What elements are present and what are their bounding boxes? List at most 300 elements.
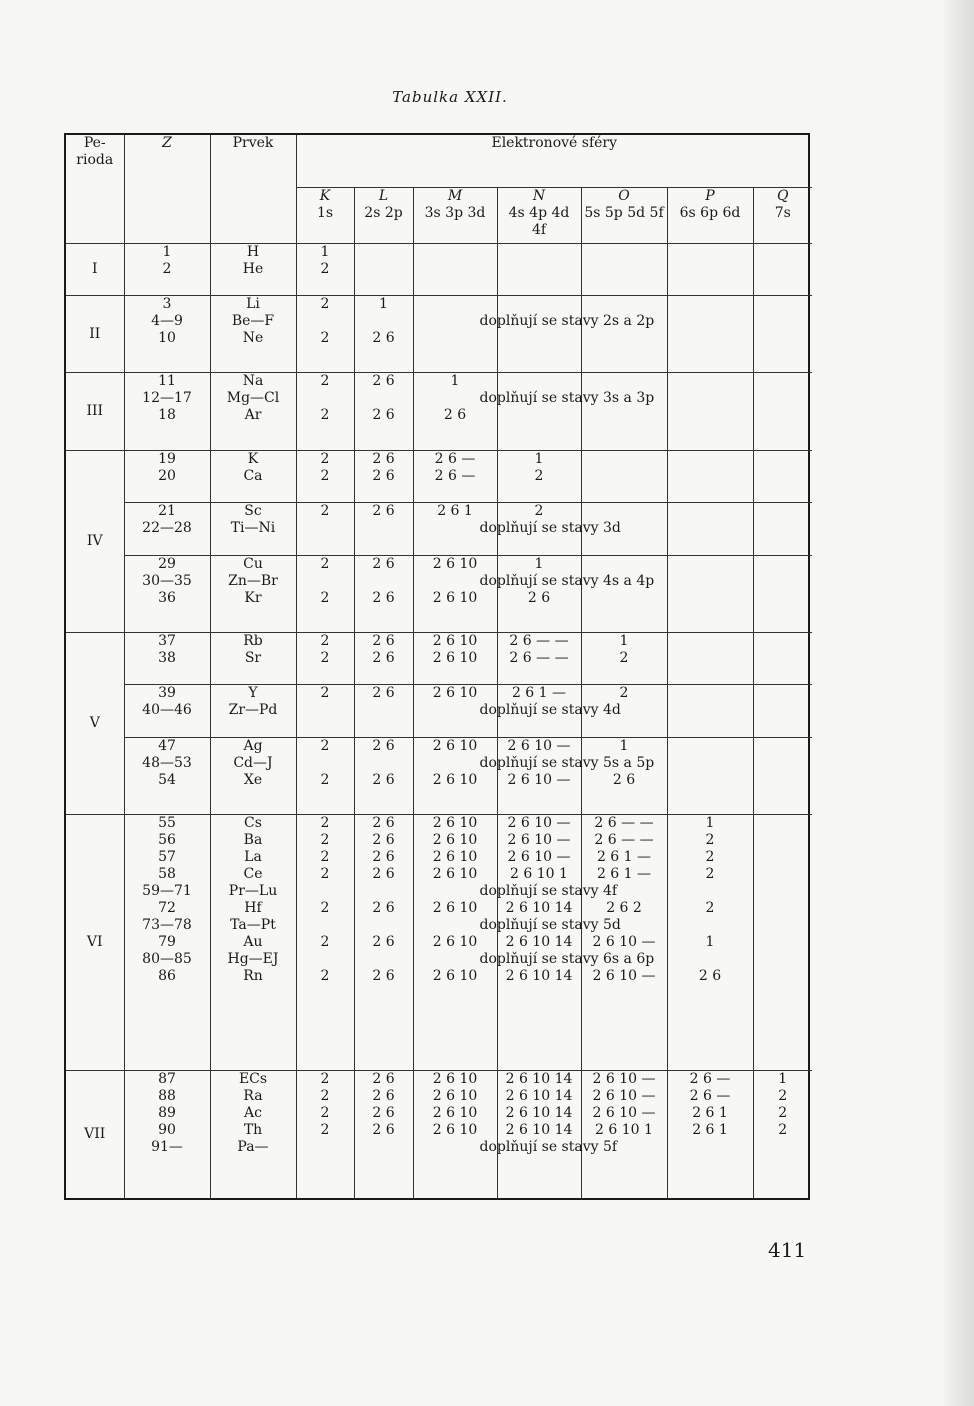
- shell-cell-l: [354, 555, 413, 633]
- shell-value: 1: [320, 243, 330, 260]
- fill-note: doplňují se stavy 5d: [479, 917, 621, 934]
- shell-value: 2 6 10 1: [510, 866, 568, 883]
- shell-subshells: 3s 3p 3d: [424, 204, 486, 221]
- shell-cell-l: [354, 373, 413, 451]
- shell-value: 2 6 10: [432, 1104, 478, 1121]
- empty-line: [299, 390, 352, 407]
- shell-value: 2 6 10 14: [505, 968, 573, 985]
- shell-value: 2 6 10: [432, 815, 478, 832]
- shell-symbol: N: [532, 187, 546, 204]
- shell-value: 2 6 1 —: [596, 866, 652, 883]
- element-symbol: Be—F: [231, 312, 275, 329]
- shell-value: 2: [320, 685, 330, 702]
- shell-value: 2 6: [372, 633, 395, 650]
- shell-cell-n: [479, 295, 655, 373]
- fill-note: doplňují se stavy 4f: [479, 883, 618, 900]
- shell-cell-q: [753, 737, 812, 815]
- empty-line: [299, 1139, 352, 1156]
- shell-value: 2 6 10 1: [595, 1121, 653, 1138]
- atomic-number: 86: [158, 968, 176, 985]
- element-cell: [210, 451, 296, 503]
- shell-value: 2 6 10: [432, 832, 478, 849]
- shell-value: 2 6: [372, 815, 395, 832]
- page-number: 411: [768, 1238, 807, 1262]
- shell-value: [357, 261, 411, 278]
- shell-cell-m: [413, 295, 497, 373]
- shell-value: [357, 244, 411, 261]
- shell-cell-m: [413, 633, 497, 685]
- element-symbol: Ac: [244, 1104, 262, 1121]
- shell-value: 2 6 10 14: [505, 900, 573, 917]
- empty-line: [670, 702, 751, 719]
- shell-value: [416, 296, 495, 313]
- shell-value: 2 6 —: [434, 451, 476, 468]
- empty-line: [299, 917, 352, 934]
- shell-value: 2: [619, 685, 629, 702]
- shell-value: [756, 832, 811, 849]
- shell-value: 2 6 10 —: [592, 1104, 656, 1121]
- shell-value: 2 6 2: [606, 900, 642, 917]
- shell-value: 2 6 10 —: [592, 1087, 656, 1104]
- shell-value: 2: [320, 407, 330, 424]
- shell-value: 2: [320, 633, 330, 650]
- shell-cell-l: [354, 633, 413, 685]
- z-cell: [124, 815, 210, 1070]
- element-symbol: Rn: [243, 968, 263, 985]
- shell-value: 2: [320, 832, 330, 849]
- atomic-number: 10: [158, 329, 176, 346]
- shell-value: 2 6: [372, 503, 395, 520]
- element-symbol: Ba: [243, 832, 263, 849]
- element-cell: [210, 373, 296, 451]
- empty-line: [357, 1139, 411, 1156]
- element-block: [66, 373, 812, 451]
- shell-value: [756, 407, 811, 424]
- element-block: [66, 503, 812, 555]
- empty-line: [756, 702, 811, 719]
- shell-cell-p: [667, 815, 753, 1070]
- element-symbol: Mg—Cl: [226, 390, 280, 407]
- shell-value: [756, 815, 811, 832]
- element-cell: [210, 243, 296, 295]
- shell-cell-n: [497, 451, 581, 503]
- shell-cell-q: [753, 451, 812, 503]
- empty-line: [299, 755, 352, 772]
- shell-value: [670, 261, 751, 278]
- fill-note: doplňují se stavy 4d: [479, 702, 621, 719]
- empty-line: [756, 573, 811, 590]
- shell-value: 2: [320, 1104, 330, 1121]
- element-symbol: Xe: [243, 771, 263, 788]
- atomic-number: 4—9: [151, 312, 183, 329]
- shell-header-o: [581, 187, 667, 243]
- shell-value: 2 6 10 —: [507, 737, 571, 754]
- shell-cell-p: [667, 503, 753, 555]
- z-cell: [124, 633, 210, 685]
- shell-value: 2: [320, 503, 330, 520]
- shell-cell-q: [753, 555, 812, 633]
- shell-value: 2: [320, 468, 330, 485]
- element-symbol: ECs: [238, 1070, 268, 1087]
- shell-value: 2 6: [372, 832, 395, 849]
- element-symbol: Na: [242, 373, 264, 390]
- shell-value: 2 6: [372, 934, 395, 951]
- empty-line: [756, 313, 811, 330]
- element-symbol: Y: [248, 685, 258, 702]
- shell-value: [756, 650, 811, 667]
- shell-value: 2 6 10 14: [505, 1121, 573, 1138]
- element-symbol: Hf: [244, 900, 262, 917]
- shell-cell-k: [296, 373, 354, 451]
- header-prvek: Prvek: [210, 135, 296, 243]
- shell-cell-m: [413, 737, 497, 815]
- element-block: [66, 555, 812, 633]
- shell-value: 2 6 10 14: [505, 1104, 573, 1121]
- shell-value: 2: [320, 555, 330, 572]
- shell-value: [416, 261, 495, 278]
- shell-cell-p: [667, 1070, 753, 1198]
- shell-value: 2 6 10: [432, 771, 478, 788]
- shell-value: [756, 772, 811, 789]
- shell-value: 1: [619, 633, 629, 650]
- atomic-number: 18: [158, 407, 176, 424]
- shell-value: [500, 407, 579, 424]
- atomic-number: 19: [158, 451, 176, 468]
- element-symbol: Cd—J: [233, 754, 273, 771]
- fill-note: doplňují se stavy 3s a 3p: [479, 390, 655, 407]
- shell-value: 1: [534, 451, 544, 468]
- shell-value: [416, 244, 495, 261]
- element-symbol: La: [244, 849, 262, 866]
- shell-cell-k: [296, 1070, 354, 1198]
- shell-cell-o: [581, 243, 667, 295]
- shell-subshells: 5s 5p 5d 5f: [584, 204, 664, 221]
- shell-cell-q: [753, 633, 812, 685]
- atomic-number: 29: [158, 555, 176, 572]
- shell-cell-p: [667, 555, 753, 633]
- fill-note: doplňují se stavy 3d: [479, 520, 621, 537]
- shell-cell-o: [581, 633, 667, 685]
- shell-cell-p: [667, 295, 753, 373]
- shell-value: 2 6 —: [689, 1087, 731, 1104]
- shell-value: 2 6 — —: [509, 650, 569, 667]
- shell-value: 2 6 10 —: [507, 832, 571, 849]
- shell-value: 2 6: [372, 900, 395, 917]
- shell-value: 2 6 1: [692, 1121, 728, 1138]
- empty-line: [670, 917, 751, 934]
- shell-value: 2 6: [527, 589, 551, 606]
- shell-value: 2 6 10: [432, 866, 478, 883]
- shell-value: 2: [320, 771, 330, 788]
- shell-value: 2 6 1 —: [511, 685, 567, 702]
- shell-value: [670, 738, 751, 755]
- element-symbol: Ce: [243, 866, 263, 883]
- shell-value: 1: [534, 555, 544, 572]
- atomic-number: 36: [158, 589, 176, 606]
- fill-note: doplňují se stavy 2s a 2p: [479, 312, 655, 329]
- shell-value: 2: [320, 1070, 330, 1087]
- shell-value: 2: [320, 589, 330, 606]
- shell-value: [500, 330, 579, 347]
- shell-cell-n: [479, 503, 621, 555]
- shell-value: 2 6: [372, 737, 395, 754]
- header-spheres: Elektronové sféry: [296, 135, 812, 187]
- shell-cell-l: [354, 243, 413, 295]
- shell-cell-k: [296, 685, 354, 737]
- shell-value: 2 6: [372, 1087, 395, 1104]
- shell-value: [756, 866, 811, 883]
- shell-value: 2 6: [372, 685, 395, 702]
- shell-cell-k: [296, 503, 354, 555]
- element-cell: [210, 815, 296, 1070]
- shell-value: 2: [320, 260, 330, 277]
- shell-value: 1: [705, 815, 715, 832]
- atomic-number: 47: [158, 737, 176, 754]
- shell-value: [756, 451, 811, 468]
- shell-value: 2: [705, 900, 715, 917]
- shell-cell-p: [667, 373, 753, 451]
- atomic-number: 20: [158, 468, 176, 485]
- shell-value: 2 6: [372, 589, 395, 606]
- empty-line: [670, 313, 751, 330]
- shell-value: 2 6 10 —: [592, 934, 656, 951]
- shell-value: [756, 968, 811, 985]
- shell-symbol: P: [705, 187, 715, 204]
- empty-line: [670, 390, 751, 407]
- z-cell: [124, 451, 210, 503]
- shell-value: 2 6: [372, 866, 395, 883]
- element-block: [66, 295, 812, 373]
- element-symbol: Rb: [243, 633, 263, 650]
- shell-value: [584, 296, 665, 313]
- shell-value: 2 6 —: [689, 1070, 731, 1087]
- empty-line: [670, 883, 751, 900]
- shell-symbol: K: [319, 187, 331, 204]
- empty-line: [670, 755, 751, 772]
- shell-value: 2 6: [372, 1104, 395, 1121]
- z-cell: [124, 373, 210, 451]
- element-symbol: Cs: [244, 815, 262, 832]
- shell-value: [670, 373, 751, 390]
- atomic-number: 38: [158, 650, 176, 667]
- shell-value: [584, 556, 665, 573]
- shell-cell-n: [497, 243, 581, 295]
- shell-value: 2: [619, 650, 629, 667]
- empty-line: [299, 520, 352, 537]
- element-symbol: Zn—Br: [228, 572, 278, 589]
- shell-value: [584, 330, 665, 347]
- atomic-number: 37: [158, 633, 176, 650]
- page-title: Tabulka XXII.: [392, 88, 508, 106]
- shell-value: 2 6 10: [432, 555, 478, 572]
- shell-header-l: [354, 187, 413, 243]
- shell-value: 2 6: [372, 555, 395, 572]
- element-symbol: K: [247, 451, 259, 468]
- shell-value: [756, 849, 811, 866]
- shell-value: [584, 373, 665, 390]
- shell-value: 2 6: [372, 329, 395, 346]
- shell-value: [500, 261, 579, 278]
- shell-value: 2 6 1: [692, 1104, 728, 1121]
- empty-line: [357, 573, 411, 590]
- shell-value: [670, 407, 751, 424]
- element-symbol: Au: [243, 934, 263, 951]
- shell-cell-l: [354, 685, 413, 737]
- element-symbol: Sr: [244, 650, 262, 667]
- atomic-number: 79: [158, 934, 176, 951]
- shell-header-k: [296, 187, 354, 243]
- atomic-number: 3: [162, 295, 172, 312]
- shell-value: [756, 900, 811, 917]
- element-block: [66, 685, 812, 737]
- shell-cell-o: [581, 373, 667, 451]
- empty-line: [299, 883, 352, 900]
- shell-subshells: 6s 6p 6d: [679, 204, 741, 221]
- shell-value: 2: [534, 503, 544, 520]
- shell-cell-l: [354, 737, 413, 815]
- shell-value: 2 6: [372, 968, 395, 985]
- empty-line: [756, 883, 811, 900]
- shell-value: [670, 296, 751, 313]
- shell-value: 2 6 10 —: [592, 968, 656, 985]
- atomic-number: 87: [158, 1070, 176, 1087]
- shell-value: [500, 296, 579, 313]
- shell-value: 2: [320, 866, 330, 883]
- z-cell: [124, 737, 210, 815]
- shell-value: 2: [320, 451, 330, 468]
- shell-subshells: 1s: [316, 204, 334, 221]
- shell-value: [756, 373, 811, 390]
- element-symbol: Ag: [243, 737, 263, 754]
- shell-cell-o: [581, 451, 667, 503]
- period-cell: II: [66, 295, 124, 373]
- atomic-number: 80—85: [142, 951, 192, 968]
- shell-value: 2: [320, 737, 330, 754]
- empty-line: [357, 520, 411, 537]
- element-block: [66, 737, 812, 815]
- shell-value: 2 6: [372, 407, 395, 424]
- atomic-number: 72: [158, 900, 176, 917]
- shell-value: [670, 556, 751, 573]
- atomic-number: 22—28: [142, 520, 192, 537]
- shell-value: 2 6: [372, 1121, 395, 1138]
- shell-cell-l: [354, 815, 413, 1070]
- shell-value: [670, 451, 751, 468]
- empty-line: [299, 951, 352, 968]
- element-symbol: Ta—Pt: [230, 917, 276, 934]
- empty-line: [357, 883, 411, 900]
- z-cell: [124, 503, 210, 555]
- element-symbol: Ra: [243, 1087, 263, 1104]
- empty-line: [299, 702, 352, 719]
- period-cell: V: [66, 633, 124, 815]
- shell-value: 2 6: [443, 407, 467, 424]
- element-block: [66, 633, 812, 685]
- fill-note: doplňují se stavy 4s a 4p: [479, 572, 655, 589]
- shell-header-m: [413, 187, 497, 243]
- shell-value: 2 6 10: [432, 900, 478, 917]
- shell-cell-m: [413, 451, 497, 503]
- shell-value: 2 6 10: [432, 968, 478, 985]
- shell-value: [500, 373, 579, 390]
- empty-line: [357, 755, 411, 772]
- period-cell: I: [66, 243, 124, 295]
- z-cell: [124, 243, 210, 295]
- shell-value: 2 6 10 —: [507, 815, 571, 832]
- shell-symbol: M: [447, 187, 463, 204]
- shell-value: 2 6 —: [434, 468, 476, 485]
- element-symbol: Cu: [243, 555, 263, 572]
- shell-cell-n: [479, 1070, 618, 1198]
- element-symbol: Kr: [244, 589, 262, 606]
- shell-value: 2: [320, 1121, 330, 1138]
- shell-cell-n: [479, 737, 655, 815]
- element-symbol: Zr—Pd: [228, 702, 278, 719]
- empty-line: [357, 702, 411, 719]
- element-symbol: He: [242, 260, 264, 277]
- shell-cell-n: [479, 555, 655, 633]
- shell-value: 2 6 10: [432, 633, 478, 650]
- shell-value: [670, 590, 751, 607]
- shell-value: [756, 738, 811, 755]
- shell-cell-o: [581, 815, 667, 1070]
- shell-value: 2 6: [372, 771, 395, 788]
- shell-header-p: [667, 187, 753, 243]
- shell-value: [756, 296, 811, 313]
- shell-cell-p: [667, 685, 753, 737]
- shell-cell-k: [296, 243, 354, 295]
- empty-line: [299, 313, 352, 330]
- shell-symbol: Q: [777, 187, 789, 204]
- atomic-number: 55: [158, 815, 176, 832]
- empty-line: [670, 1139, 751, 1156]
- empty-line: [357, 951, 411, 968]
- shell-value: [670, 244, 751, 261]
- element-cell: [210, 685, 296, 737]
- shell-value: [584, 261, 665, 278]
- shell-value: 2: [320, 1087, 330, 1104]
- header-z: Z: [124, 135, 210, 243]
- shell-cell-o: [581, 555, 667, 633]
- element-cell: [210, 633, 296, 685]
- shell-value: 1: [379, 295, 388, 312]
- atomic-number: 57: [158, 849, 176, 866]
- empty-line: [756, 520, 811, 537]
- shell-value: 2 6 10 14: [505, 934, 573, 951]
- atomic-number: 30—35: [142, 572, 192, 589]
- shell-value: 2: [320, 650, 330, 667]
- shell-value: [756, 468, 811, 485]
- element-cell: [210, 555, 296, 633]
- shell-value: 2 6 10: [432, 737, 478, 754]
- shell-value: [670, 633, 751, 650]
- z-cell: [124, 555, 210, 633]
- empty-line: [357, 390, 411, 407]
- shell-value: 2: [778, 1121, 788, 1138]
- element-cell: [210, 1070, 296, 1198]
- empty-line: [357, 917, 411, 934]
- shell-subshells: 2s 2p: [364, 204, 403, 221]
- shell-value: 2: [320, 373, 330, 390]
- shell-value: 2 6: [372, 1070, 395, 1087]
- shell-cell-l: [354, 295, 413, 373]
- shell-subshells: 4s 4p 4d 4f: [508, 204, 570, 238]
- shell-value: 2 6 1: [437, 503, 473, 520]
- shell-cell-k: [296, 555, 354, 633]
- shell-value: 2 6 10 14: [505, 1070, 573, 1087]
- shell-value: 2 6 10: [432, 849, 478, 866]
- atomic-number: 21: [158, 503, 176, 520]
